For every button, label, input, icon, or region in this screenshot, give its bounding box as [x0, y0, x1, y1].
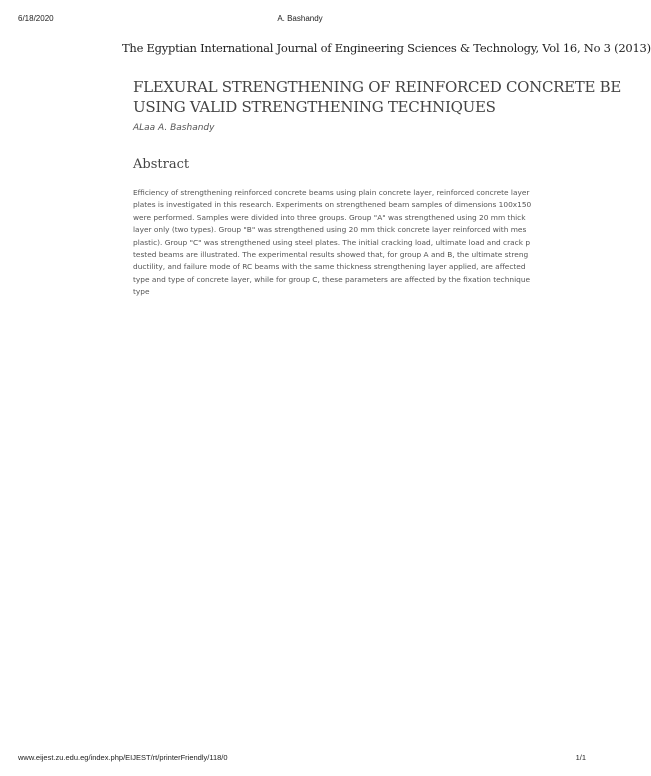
abstract-line: type	[133, 287, 150, 297]
abstract-line: plastic). Group "C" was strengthened using steel plates. The initial cracking load, ultimate load and crack p	[133, 237, 531, 247]
article-author: ALaa A. Bashandy	[133, 123, 215, 133]
abstract-line: ductility, and failure mode of RC beams with the same thickness strengthening layer applied, are affected	[133, 262, 526, 272]
abstract-line: plates is investigated in this research. Experiments on strengthened beam samples of dimensions 100x150	[133, 200, 532, 210]
abstract-line: were performed. Samples were divided into three groups. Group "A" was strengthened using 20 mm thick	[133, 212, 526, 222]
article-title-line: USING VALID STRENGTHENING TECHNIQUES	[133, 98, 496, 116]
footer-url: www.eijest.zu.edu.eg/index.php/EIJEST/rt/printerFriendly/118/0	[18, 753, 228, 762]
abstract-line: Efficiency of strengthening reinforced concrete beams using plain concrete layer, reinforced concrete layer	[133, 188, 530, 197]
print-date: 6/18/2020	[18, 14, 54, 23]
article-title-line: FLEXURAL STRENGTHENING OF REINFORCED CONCRETE BE	[133, 78, 621, 96]
abstract-line: layer only (two types). Group "B" was strengthened using 20 mm thick concrete layer reinforced with mes	[133, 225, 527, 235]
footer-page-number: 1/1	[575, 753, 586, 762]
abstract-body	[133, 187, 603, 299]
article-title	[133, 77, 621, 117]
abstract-heading: Abstract	[133, 157, 190, 172]
abstract-line: type and type of concrete layer, while for group C, these parameters are affected by the fixation technique	[133, 274, 531, 284]
journal-citation: The Egyptian International Journal of Engineering Sciences & Technology, Vol 16, No 3 (2013)	[122, 41, 651, 55]
abstract-line: tested beams are illustrated. The experimental results showed that, for group A and B, the ultimate streng	[133, 250, 529, 260]
print-header-title: A. Bashandy	[277, 14, 323, 23]
